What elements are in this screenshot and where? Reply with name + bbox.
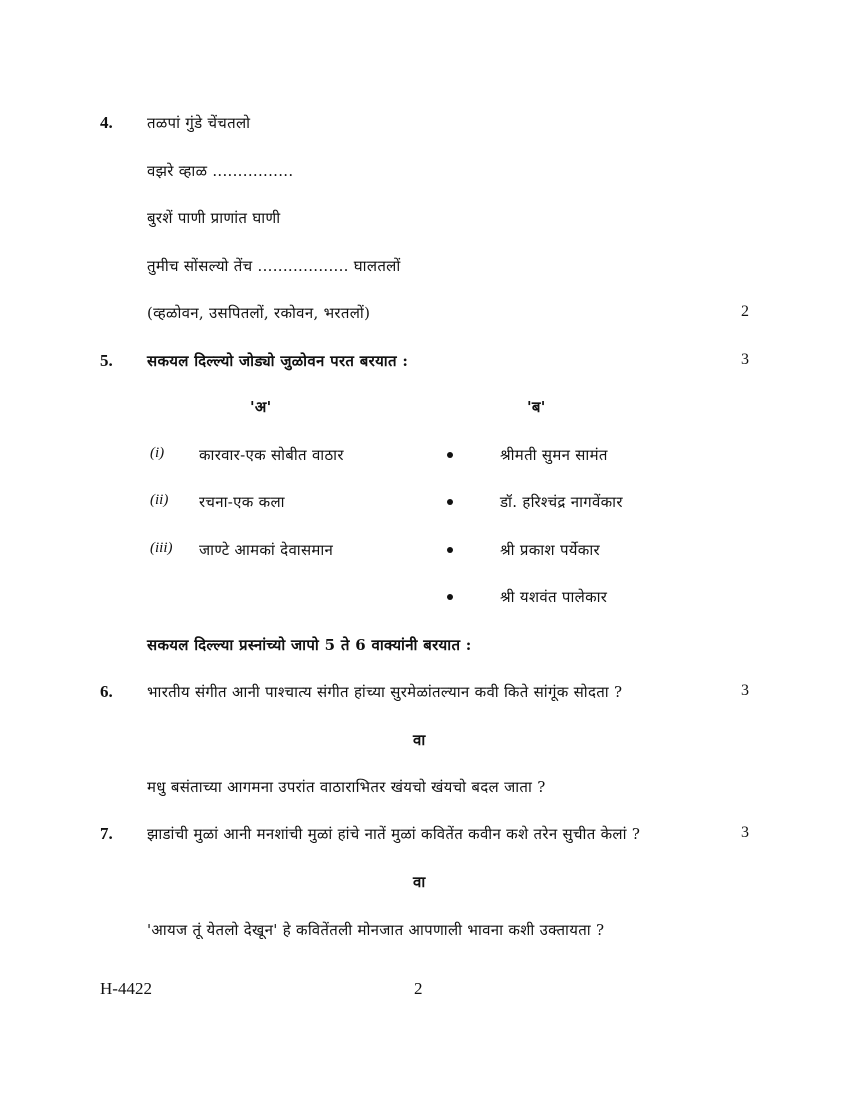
q4-options: (व्हळोवन, उसपितलों, रकोवन, भरतलों) <box>147 304 371 322</box>
left-item-2: रचना-एक कला <box>199 493 285 511</box>
right-item-1: श्रीमती सुमन सामंत <box>500 446 608 464</box>
q4-line-4: तुमीच सोंसल्यो तेंच .................. घालतलों <box>147 257 401 275</box>
q4-line-1: तळपां गुंडे चेंचतलो <box>147 114 251 132</box>
q7-alternative: 'आयज तूं येतलो देखून' हे कवितेंतली मोनजात आपणाली भावना कशी उक्तायता ? <box>147 921 605 939</box>
q6-alternative: मधु बसंताच्या आगमना उपरांत वाठाराभितर खंयचो खंयचो बदल जाता ? <box>147 778 546 796</box>
q6-marks: 3 <box>741 682 749 699</box>
column-a-header: 'अ' <box>250 398 272 416</box>
left-item-1-numeral: (i) <box>150 445 165 461</box>
q6-text: भारतीय संगीत आनी पाश्चात्य संगीत हांच्या सुरमेळांतल्यान कवी किते सांगूंक सोदता ? <box>147 683 623 701</box>
q7-marks: 3 <box>741 824 749 841</box>
bullet-1 <box>447 452 453 458</box>
column-b-header: 'ब' <box>527 398 546 416</box>
bullet-4 <box>447 594 453 600</box>
q7-number: 7. <box>100 824 113 843</box>
left-item-2-numeral: (ii) <box>150 492 169 508</box>
q5-instruction: सकयल दिल्ल्यो जोड्यो जुळोवन परत बरयात : <box>147 352 409 370</box>
q6-number: 6. <box>100 682 113 701</box>
q7-or: वा <box>413 873 426 891</box>
left-item-1: कारवार-एक सोबीत वाठार <box>199 446 344 464</box>
bullet-3 <box>447 547 453 553</box>
q5-marks: 3 <box>741 351 749 368</box>
left-item-3: जाण्टे आमकां देवासमान <box>199 541 334 559</box>
q4-line-2: वझरे व्हाळ ................ <box>147 162 294 180</box>
left-item-3-numeral: (iii) <box>150 540 173 556</box>
q6-or: वा <box>413 731 426 749</box>
q4-line-3: बुरशें पाणी प्राणांत घाणी <box>147 209 281 227</box>
q5-number: 5. <box>100 351 113 370</box>
bullet-2 <box>447 499 453 505</box>
q4-number: 4. <box>100 113 113 132</box>
right-item-2: डॉ. हरिश्चंद्र नागवेंकार <box>500 493 623 511</box>
right-item-4: श्री यशवंत पालेकार <box>500 588 608 606</box>
right-item-3: श्री प्रकाश पर्येकार <box>500 541 600 559</box>
section-instruction: सकयल दिल्ल्या प्रस्नांच्यो जापो 5 ते 6 वाक्यांनी बरयात : <box>147 636 472 654</box>
paper-code: H-4422 <box>100 979 152 998</box>
page-number: 2 <box>414 979 423 998</box>
q7-text: झाडांची मुळां आनी मनशांची मुळां हांचे नातें मुळां कवितेंत कवीन कशे तरेन सुचीत केलां ? <box>147 825 641 843</box>
q4-marks: 2 <box>741 303 749 320</box>
